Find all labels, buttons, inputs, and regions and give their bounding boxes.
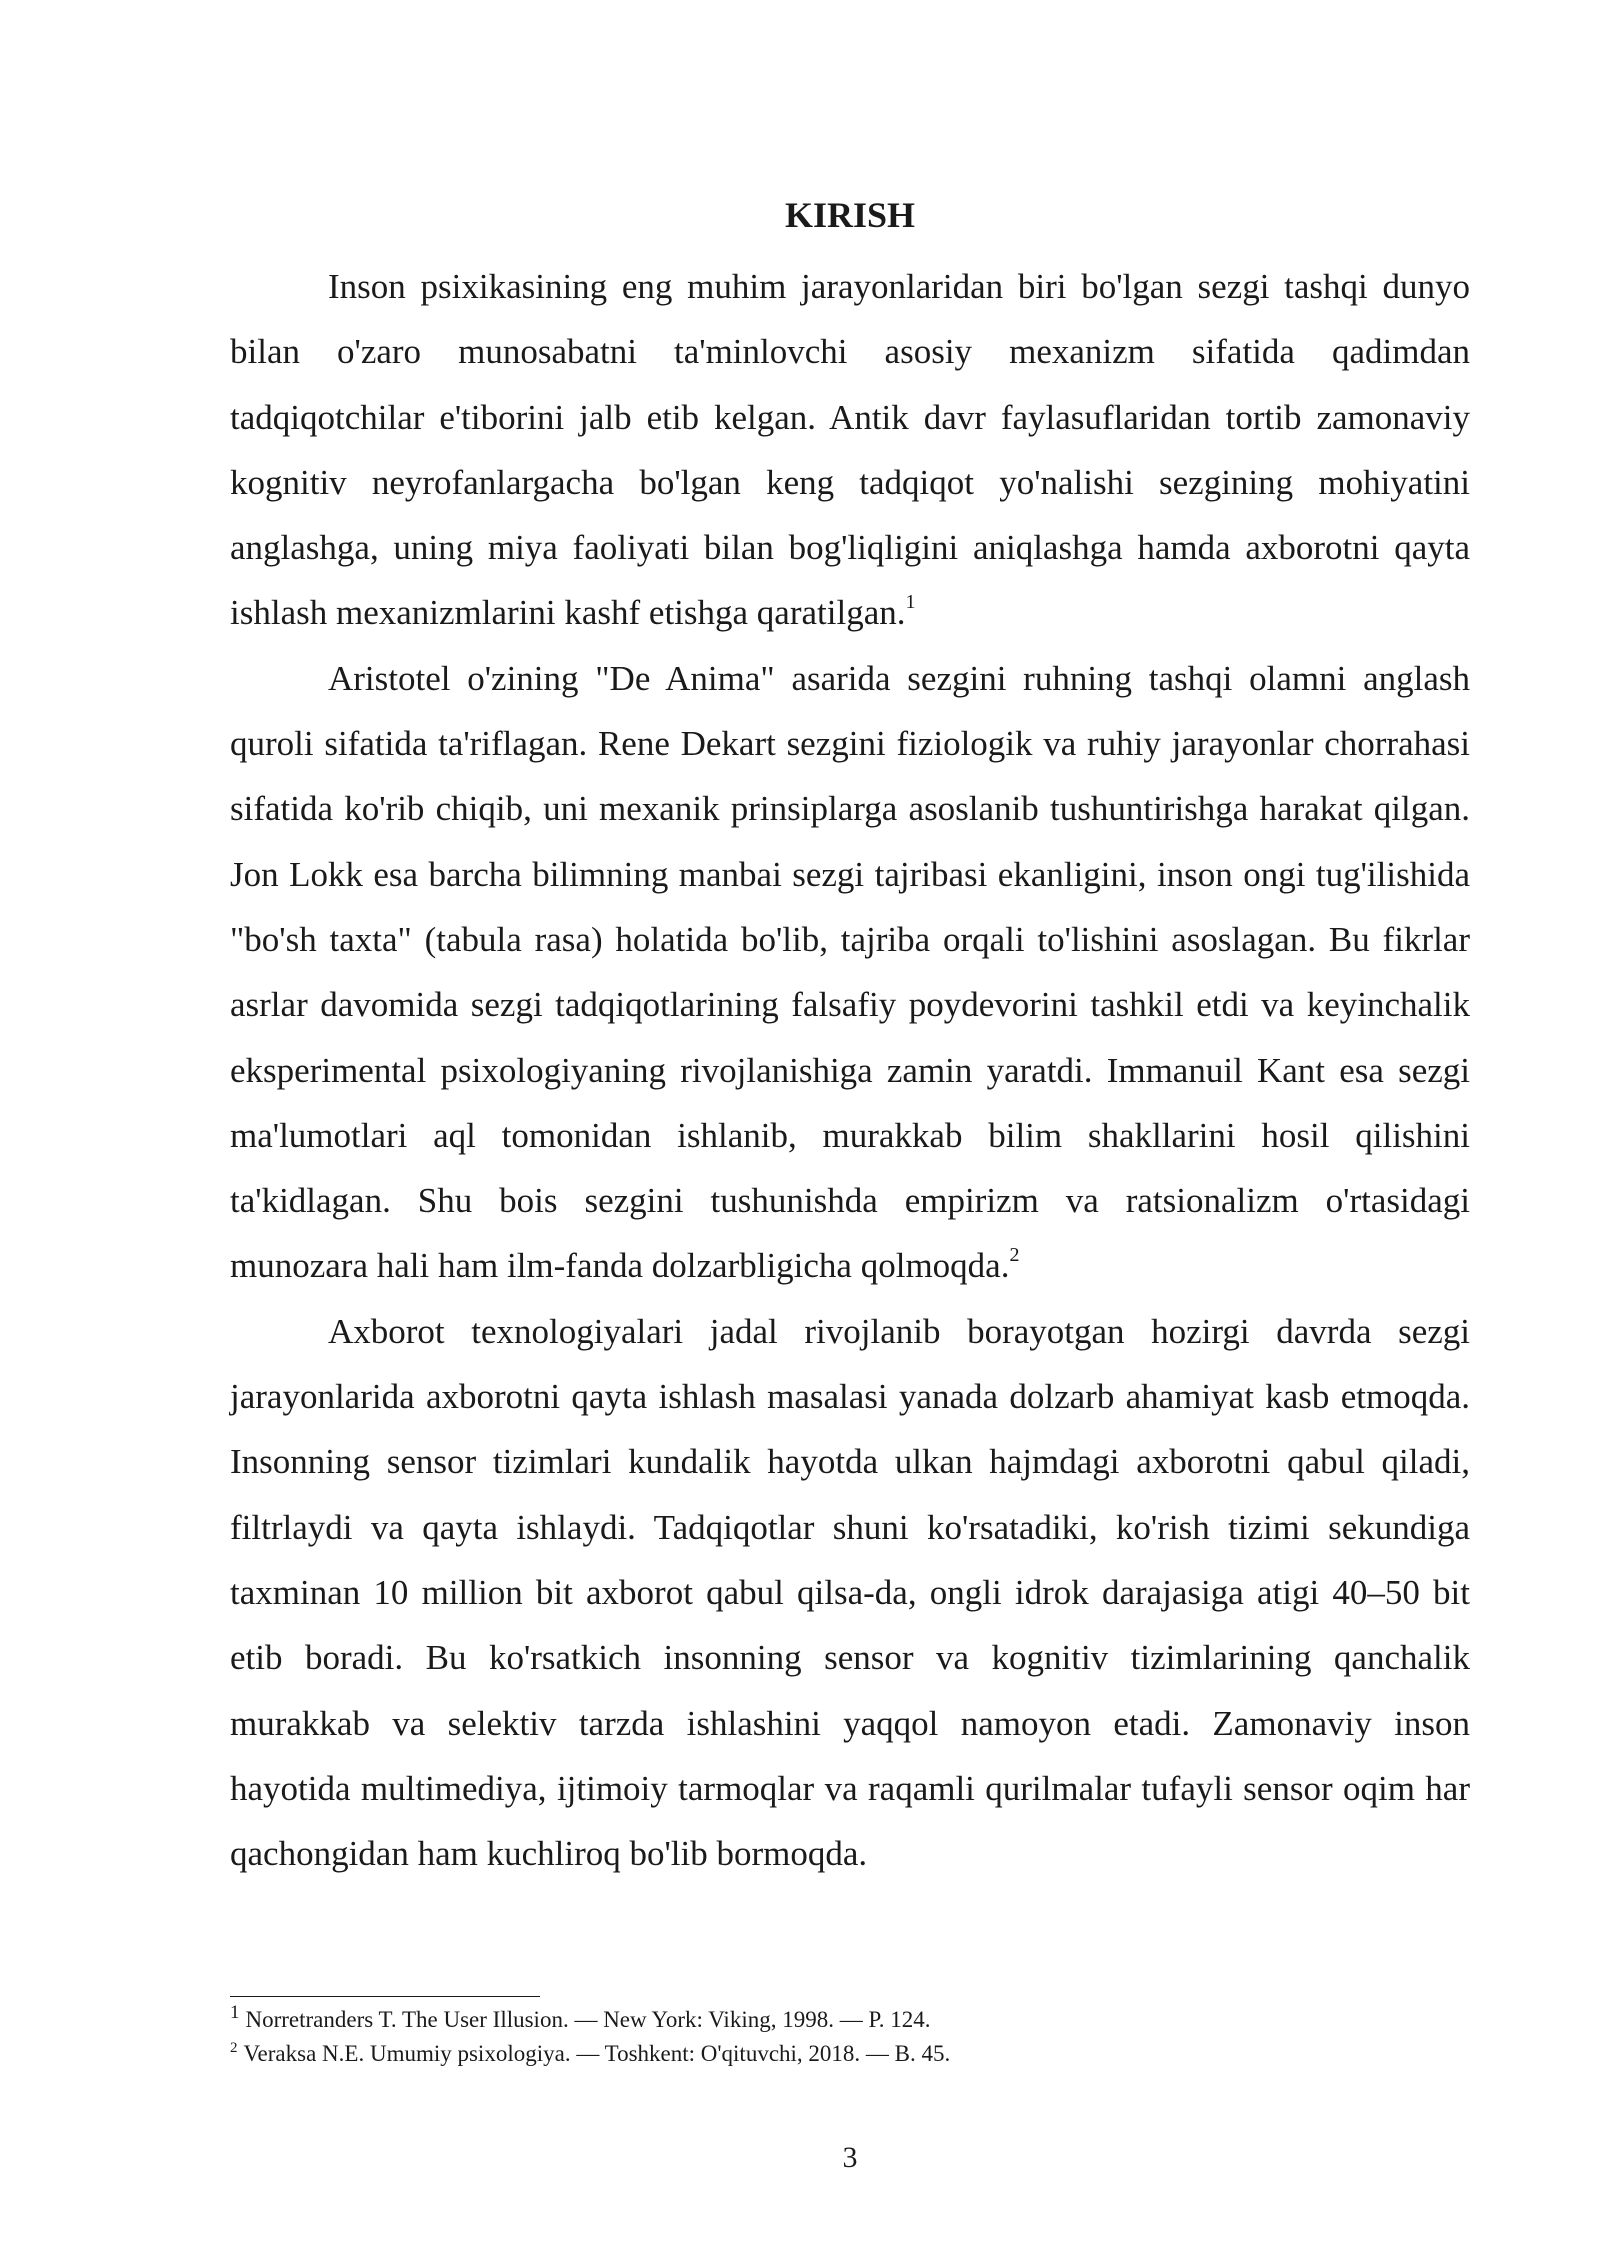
page-title: KIRISH — [784, 195, 916, 235]
page-number: 3 — [842, 2141, 858, 2174]
footnote-ref-1[interactable]: 1 — [905, 590, 916, 613]
footnote-1 — [230, 2003, 1470, 2037]
footnote-ref-2[interactable]: 2 — [1009, 1243, 1020, 1266]
footnotes — [230, 2003, 1470, 2071]
footnote-number: 1 — [230, 2002, 240, 2024]
paragraph-1 — [230, 254, 1470, 646]
main-content — [230, 190, 1470, 1886]
paragraph-2 — [230, 646, 1470, 1299]
paragraph-text: Inson psixikasining eng muhim jarayonlaridan biri bo'lgan sezgi tashqi dunyo bilan o'zaro munosabatni ta'minlovchi asosiy mexanizm sifatida qadimdan tadqiqotchilar e'tiborini jalb etib kelgan. Antik davr faylasuflaridan tortib zamonaviy kognitiv neyrofanlargacha bo'lgan keng tadqiqot yo'nalishi sezgining mohiyatini anglashga, uning miya faoliyati bilan bog'liqligini aniqlashga hamda axborotni qayta ishlash mexanizmlarini kashf etishga qaratilgan. — [230, 267, 1470, 633]
footnote-text: Norretranders T. The User Illusion. — New York: Viking, 1998. — P. 124. — [245, 2007, 931, 2032]
footnote-number: 2 — [230, 2040, 238, 2057]
footnote-text: Veraksa N.E. Umumiy psixologiya. — Toshkent: O'qituvchi, 2018. — B. 45. — [243, 2041, 951, 2066]
paragraph-text: Axborot texnologiyalari jadal rivojlanib borayotgan hozirgi davrda sezgi jarayonlarida axborotni qayta ishlash masalasi yanada dolzarb ahamiyat kasb etmoqda. Insonning sensor tizimlari kundalik hayotda ulkan hajmdagi axborotni qabul qiladi, filtrlaydi va qayta ishlaydi. Tadqiqotlar shuni ko'rsatadiki, ko'rish tizimi sekundiga taxminan 10 million bit axborot qabul qilsa-da, ongli idrok darajasiga atigi 40–50 bit etib boradi. Bu ko'rsatkich insonning sensor va kognitiv tizimlarining qanchalik murakkab va selektiv tarzda ishlashini yaqqol namoyon etadi. Zamonaviy inson hayotida multimediya, ijtimoiy tarmoqlar va raqamli qurilmalar tufayli sensor oqim har qachongidan ham kuchliroq bo'lib bormoqda. — [230, 1311, 1470, 1874]
paragraph-text: Aristotel o'zining "De Anima" asarida sezgini ruhning tashqi olamni anglash quroli sifatida ta'riflagan. Rene Dekart sezgini fiziologik va ruhiy jarayonlar chorrahasi sifatida ko'rib chiqib, uni mexanik prinsiplarga asoslanib tushuntirishga harakat qilgan. Jon Lokk esa barcha bilimning manbai sezgi tajribasi ekanligini, inson ongi tug'ilishida "bo'sh taxta" (tabula rasa) holatida bo'lib, tajriba orqali to'lishini asoslagan. Bu fikrlar asrlar davomida sezgi tadqiqotlarining falsafiy poydevorini tashkil etdi va keyinchalik eksperimental psixologiyaning rivojlanishiga zamin yaratdi. Immanuil Kant esa sezgi ma'lumotlari aql tomonidan ishlanib, murakkab bilim shakllarini hosil qilishini ta'kidlagan. Shu bois sezgini tushunishda empirizm va ratsionalizm o'rtasidagi munozara hali ham ilm-fanda dolzarbligicha qolmoqda. — [230, 658, 1470, 1286]
footnote-separator — [230, 1996, 540, 1997]
footnote-2 — [230, 2037, 1470, 2071]
paragraph-3 — [230, 1299, 1470, 1887]
